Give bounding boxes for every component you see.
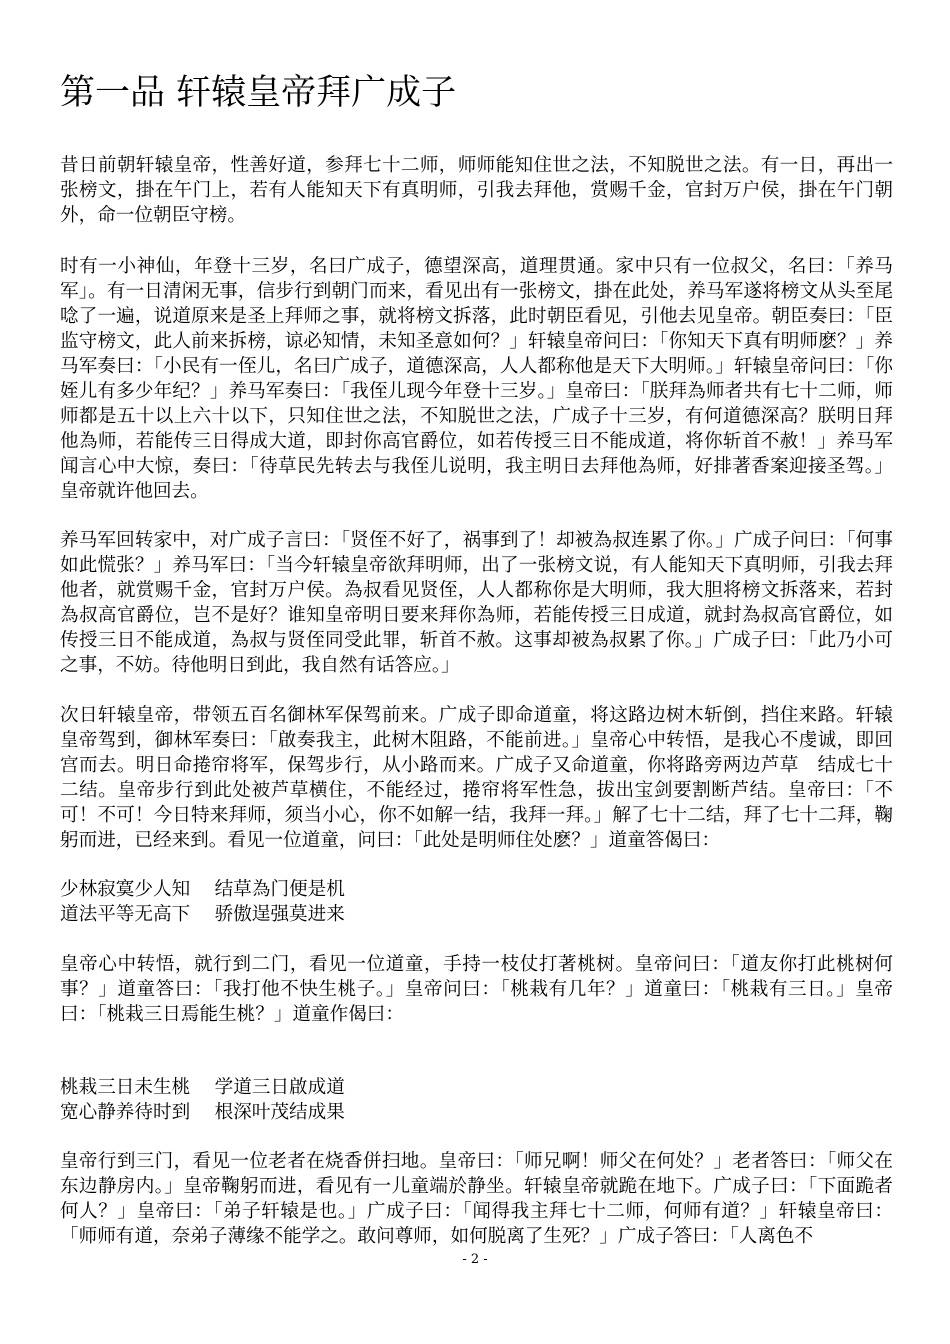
verse-1 <box>60 877 893 927</box>
paragraph-5: 皇帝心中转悟，就行到二门，看见一位道童，手持一枝仗打著桃树。皇帝问曰：「道友你打此桃树何事？」道童答曰：「我打他不快生桃子。」皇帝问曰：「桃栽有几年？」道童曰：「桃栽有三日。」皇帝曰：「桃栽三日焉能生桃？」道童作偈曰： <box>60 954 893 1025</box>
paragraph-3: 养马军回转家中，对广成子言曰：「贤侄不好了，祸事到了！却被為叔连累了你。」广成子问曰：「何事如此慌张？」养马军曰：「当今轩辕皇帝欲拜明师，出了一张榜文说，有人能知天下真明师，引我去拜他者，就赏赐千金，官封万户侯。為叔看见贤侄，人人都称你是大明师，我大胆将榜文拆落来，若封為叔高官爵位，岂不是好？谁知皇帝明日要来拜你為师，若能传授三日成道，就封為叔高官爵位，如传授三日不能成道，為叔与贤侄同受此罪，斩首不赦。这事却被為叔累了你。」广成子曰：「此乃小可之事，不妨。待他明日到此，我自然有话答应。」 <box>60 530 893 676</box>
paragraph-2: 时有一小神仙，年登十三岁，名曰广成子，德望深高，道理贯通。家中只有一位叔父，名曰：「养马军」。有一日清闲无事，信步行到朝门而来，看见出有一张榜文，掛在此处，养马军遂将榜文从头至尾唸了一遍，说道原来是圣上拜师之事，就将榜文拆落，此时朝臣看见，引他去见皇帝。朝臣奏曰：「臣监守榜文，此人前来拆榜，谅必知情，未知圣意如何？」轩辕皇帝问曰：「你知天下真有明师麽？」养马军奏曰：「小民有一侄儿，名曰广成子，道德深高，人人都称他是天下大明师。」轩辕皇帝问曰：「你姪儿有多少年纪？」养马军奏曰：「我侄儿现今年登十三岁。」皇帝曰：「朕拜為师者共有七十二师，师师都是五十以上六十以下，只知住世之法，不知脱世之法，广成子十三岁，有何道德深高？朕明日拜他為师，若能传三日得成大道，即封你高官爵位，如若传授三日不能成道，将你斩首不赦！」养马军闻言心中大惊，奏曰：「待草民先转去与我侄儿说明，我主明日去拜他為师，好排著香案迎接圣驾。」皇帝就许他回去。 <box>60 256 893 502</box>
paragraph-1: 昔日前朝轩辕皇帝，性善好道，参拜七十二师，师师能知住世之法，不知脱世之法。有一日，再出一张榜文，掛在午门上，若有人能知天下有真明师，引我去拜他，赏赐千金，官封万户侯，掛在午门朝外，命一位朝臣守榜。 <box>60 155 893 226</box>
verse-2-line-1: 桃栽三日未生桃 学道三日啟成道 <box>60 1077 345 1098</box>
paragraph-6: 皇帝行到三门，看见一位老者在烧香併扫地。皇帝曰：「师兄啊！师父在何处？」老者答曰：「师父在东边静房内。」皇帝鞠躬而进，看见有一儿童端於静坐。轩辕皇帝就跪在地下。广成子曰：「下面跪者何人？」皇帝曰：「弟子轩辕是也。」广成子曰：「闻得我主拜七十二师，何师有道？」轩辕皇帝曰：「师师有道，奈弟子薄缘不能学之。敢问尊师，如何脱离了生死？」广成子答曰：「人离色不 <box>60 1151 893 1247</box>
verse-1-line-1: 少林寂寞少人知 结草為门便是机 <box>60 879 345 900</box>
verse-2 <box>60 1075 893 1125</box>
verse-2-line-2: 宽心静养待时到 根深叶茂结成果 <box>60 1102 345 1123</box>
verse-1-line-2: 道法平等无高下 骄傲逞强莫进来 <box>60 904 345 925</box>
chapter-title: 第一品 轩辕皇帝拜广成子 <box>60 73 457 113</box>
page-number: - 2 - <box>462 1252 488 1267</box>
paragraph-4: 次日轩辕皇帝，带领五百名御林军保驾前来。广成子即命道童，将这路边树木斩倒，挡住来路。轩辕皇帝驾到，御林军奏曰：「啟奏我主，此树木阻路，不能前进。」皇帝心中转悟，是我心不虔诚，即回宫而去。明日命捲帘将军，保驾步行，从小路而来。广成子又命道童，你将路旁两边芦草 结成七十二结。皇帝步行到此处被芦草横住，不能经过，捲帘将军性急，拔出宝剑要割断芦结。皇帝曰：「不可！不可！今日特来拜师，须当小心，你不如解一结，我拜一拜。」解了七十二结，拜了七十二拜，鞠躬而进，已经来到。看见一位道童，问曰：「此处是明师住处麽？」道童答偈曰： <box>60 705 893 851</box>
